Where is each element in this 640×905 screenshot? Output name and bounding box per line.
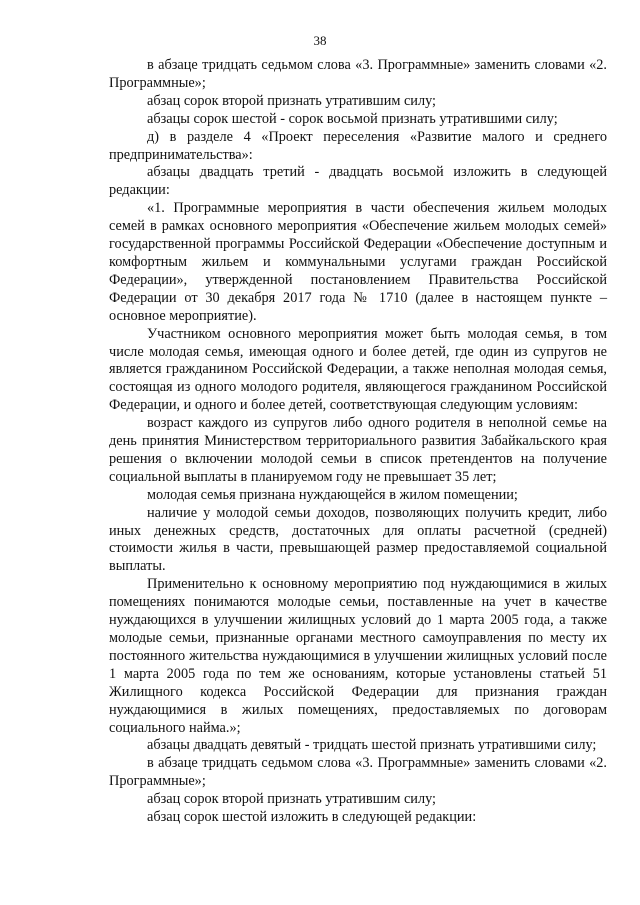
paragraph: возраст каждого из супругов либо одного родителя в неполной семье на день принятия Министерством территориального развития Забайкальского края решения о включении молодой семьи в список претендентов на получение социальной выплаты в планируемом году не превышает 35 лет;	[109, 415, 607, 485]
paragraph: в абзаце тридцать седьмом слова «3. Программные» заменить словами «2. Программные»;	[109, 57, 607, 91]
paragraph: в абзаце тридцать седьмом слова «3. Программные» заменить словами «2. Программные»;	[109, 755, 607, 790]
document-body	[109, 57, 607, 827]
paragraph: Участником основного мероприятия может быть молодая семья, в том числе молодая семья, имеющая одного и более детей, где один из супругов не является гражданином Российской Федерации, а также неполная молодая семья, состоящая из одного молодого родителя, являющегося гражданином Российской Федерации, и одного и более детей, соответствующая следующим условиям:	[109, 325, 607, 414]
paragraph: абзац сорок шестой изложить в следующей редакции:	[147, 809, 477, 826]
paragraph: абзац сорок второй признать утратившим силу;	[147, 92, 437, 109]
paragraph: абзацы двадцать третий - двадцать восьмой изложить в следующей редакции:	[109, 164, 607, 199]
paragraph: «1. Программные мероприятия в части обеспечения жильем молодых семей в рамках основного мероприятия «Обеспечение жильем молодых семей» государственной программы Российской Федерации «Обеспечение доступным и комфортным жильем и коммунальными услугами граждан Российской Федерации», утвержденной постановлением Правительства Российской Федерации от 30 декабря 2017 года № 1710 (далее в настоящем пункте – основное мероприятие).	[109, 200, 607, 324]
paragraph: Применительно к основному мероприятию под нуждающимися в жилых помещениях понимаются молодые семьи, поставленные на учет в качестве нуждающихся в улучшении жилищных условий до 1 марта 2005 года, а также молодые семьи, признанные органами местного самоуправления по месту их постоянного жительства нуждающимися в улучшении жилищных условий после 1 марта 2005 года по тем же основаниям, которые установлены статьей 51 Жилищного кодекса Российской Федерации для признания граждан нуждающимися в жилых помещениях, предоставляемых по договорам социального найма.»;	[109, 576, 607, 736]
paragraph: абзацы двадцать девятый - тридцать шестой признать утратившими силу;	[147, 737, 597, 754]
paragraph: д) в разделе 4 «Проект переселения «Развитие малого и среднего предпринимательства»:	[109, 128, 607, 163]
paragraph: абзацы сорок шестой - сорок восьмой признать утратившими силу;	[147, 110, 558, 127]
paragraph: молодая семья признана нуждающейся в жилом помещении;	[147, 486, 518, 503]
page-number: 38	[313, 33, 327, 48]
paragraph: абзац сорок второй признать утратившим силу;	[147, 791, 437, 808]
paragraph: наличие у молодой семьи доходов, позволяющих получить кредит, либо иных денежных средств, достаточных для оплаты расчетной (средней) стоимости жилья в части, превышающей размер предоставляемой социальной выплаты.	[109, 504, 607, 575]
